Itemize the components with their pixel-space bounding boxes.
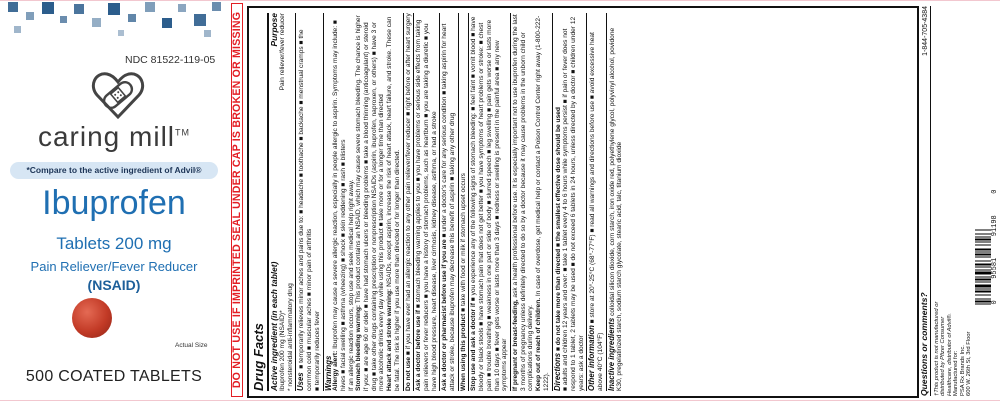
barcode-bar: [975, 275, 991, 277]
nsaid-footnote: * nonsteroidal anti-inflammatory drug: [286, 283, 294, 391]
barcode-bar: [975, 230, 991, 231]
barcode-bar: [975, 237, 991, 238]
barcode-bar: [975, 268, 991, 270]
pregnancy-section: If pregnant or breast-feeding, ask a health professional before use. It is especially important not to use ibuprofen during the last 3 months of pregnancy unless definitely directed to do so by a doctor because it may cause problems in the unborn child or complications during delivery. Keep out of reach of children. In case of overdose, get medical help or contact a Poison Control Center right away (1-800-222-1222).: [511, 14, 550, 391]
barcode-bar: [975, 295, 991, 296]
product-strength: Tablets 200 mg: [56, 234, 172, 253]
barcode-bar: [975, 251, 991, 252]
barcode-bar: [975, 303, 991, 304]
barcode-bar: [975, 267, 991, 268]
product-class: (NSAID): [87, 277, 141, 293]
barcode-bar: [975, 300, 991, 301]
barcode-bar: [975, 256, 991, 257]
compare-banner: *Compare to the active ingredient of Advil®: [10, 162, 218, 179]
barcode-bar: [975, 271, 991, 272]
barcode-bar: [975, 277, 991, 278]
barcode-bar: [975, 288, 991, 289]
barcode-bar: [975, 257, 991, 258]
barcode-bar: [975, 289, 991, 290]
barcode-bar: [975, 252, 991, 253]
questions-box: [921, 6, 973, 396]
barcode-bar: [975, 290, 991, 291]
actual-size-caption: Actual Size: [175, 342, 208, 349]
barcode-bar: [975, 254, 991, 256]
barcode-bar: [975, 299, 991, 300]
barcode-bar: [975, 235, 991, 237]
seal-warning-strip: [230, 0, 244, 401]
stop-use-section: Stop use and ask a doctor if ■ you experience any of the following signs of stomach bleeding: ■ feel faint ■ vomit blood ■ have bloody or black stools ■ have stomach pain that does not get better ■ you have symptoms of heart problems or stroke: ■ chest pain ■ trouble breathing ■ weakness in one part or side of body ■ slurred speech ■ leg swelling ■ pain gets worse or lasts more than 10 days ■ fever gets worse or lasts more than 3 days ■ redness or swelling is present in the painful area ■ any new symptoms appear: [468, 13, 509, 391]
barcode-bar: [975, 282, 991, 283]
barcode-bar: [975, 261, 991, 262]
barcode-bar: [975, 231, 991, 234]
barcode-bar: [975, 239, 991, 241]
barcode-bar: [975, 301, 991, 303]
ndc-number: NDC 81522-119-05: [125, 54, 216, 66]
barcode-bar: [975, 253, 991, 254]
barcode-bar: [975, 278, 991, 279]
barcode-bar: [975, 258, 991, 261]
barcode-bar: [975, 304, 991, 305]
drug-facts-panel: [247, 6, 919, 398]
barcode-bar: [975, 281, 991, 282]
barcode-bar: [975, 246, 991, 249]
barcode-bar: [975, 270, 991, 271]
barcode-bars: [975, 190, 991, 305]
barcode-bar: [975, 241, 991, 242]
barcode-bar: [975, 293, 991, 295]
questions-phone: 1-844-705-4384: [922, 6, 929, 56]
directions-section: Directions ■ do not take more than directed ■ the smallest effective dose should be used ■ adults and children 12 years and over: ■ take 1 tablet every 4 to 6 hours while symptoms persist ■ if pain or fever does not respond to 1 tablet, 2 tablets may be used ■ do not exceed 6 tablets in 24 hours, unless directed by a doctor ■ children under 12 years: ask a doctor: [552, 13, 586, 391]
front-panel: [0, 0, 228, 401]
barcode-bar: [975, 285, 991, 288]
barcode-bar: [975, 272, 991, 275]
ask-doctor-section: Ask a doctor before use if ■ stomach bleeding warning applies to you ■ you have problems or serious side effects from taking pain relievers or fever reducers ■ you have a history of stomach problems, such as heartburn ■ you are taking a diuretic ■ you have high blood pressure, heart disease, liver cirrhosis, kidney disease, asthma, or had a stroke: [413, 13, 438, 391]
barcode-bar: [975, 279, 991, 281]
other-information-section: Other information ■ store at 20°-25°C (68°-77°F) ■ read all warnings and directions before use ■ avoid excessive heat above 40°C (104°F): [586, 13, 604, 391]
tablet-image: [72, 298, 112, 338]
ask-pharmacist-section: Ask a doctor or pharmacist before use if you are ■ under a doctor's care for any serious condition ■ taking aspirin for heart attack or stroke, because ibuprofen may decrease this benefit of aspirin ■ taking any other drug: [439, 13, 456, 391]
active-ingredient-header: Active ingredient (in each tablet) Purpose: [269, 13, 279, 391]
drug-facts-title: Drug Facts: [252, 13, 269, 391]
active-ingredient-row: Ibuprofen 200 mg (NSAID)* Pain reliever/fever reducer: [279, 13, 286, 391]
barcode-bar: [975, 249, 991, 251]
barcode-bar: [975, 229, 991, 230]
barcode-bar: [975, 283, 991, 285]
questions-row: [921, 6, 931, 396]
product-name: Ibuprofen: [42, 184, 186, 222]
barcode-bar: [975, 296, 991, 299]
barcode-bar: [975, 266, 991, 267]
distributor-info: †This product is not manufactured or distributed by Pfizer Consumer Healthcare, distributor of Advil®. Manufactured for: PSA Rx Brands Inc. 600 W. 26th St, 3rd Floor: [934, 301, 973, 396]
barcode-bar: [975, 242, 991, 243]
barcode-bar: [975, 243, 991, 245]
warnings-section: Warnings Allergy alert: Ibuprofen may cause a severe allergic reaction, especially in people allergic to aspirin. Symptoms may include: ■ hives ■ facial swelling ■ asthma (wheezing) ■ shock ■ skin reddening ■ rash ■ blisters If an allergic reaction occurs, stop use and seek medical help right away. Stomach bleeding warning: This product contains an NSAID, which may cause severe stomach bleeding. The chance is higher if you: ■ are age 60 or older ■ have had stomach ulcers or bleeding problems ■ take a blood thinning (anticoagulant) or steroid drug ■ take other drugs containing prescription or nonprescription NSAIDs (aspirin, ibuprofen, naproxen, or others) ■ have 3 or more alcoholic drinks every day while using this product ■ take more or for a longer time than directed Heart attack and stroke warning: NSAIDs, except aspirin, increase the risk of heart attack, heart failure, and stroke. These can be fatal. The risk is higher if you use more than directed or for longer than directed.: [323, 13, 402, 391]
barcode-bar: [975, 245, 991, 246]
barcode-box: [975, 190, 999, 305]
heart-bandage-logo-icon: [91, 68, 145, 122]
brand-name: caring mill™: [37, 121, 191, 152]
inactive-ingredients-section: Inactive ingredients colloidal silicon dioxide, corn starch, iron oxide red, polyethylene glycol, polyvinyl alcohol, povidone K30, pregelatinized starch, sodium starch glycolate, stearic acid, talc, titanium dioxide: [606, 13, 624, 391]
barcode-bar: [975, 264, 991, 266]
barcode: [975, 190, 999, 305]
barcode-bar: [975, 238, 991, 239]
drug-facts-box: [247, 6, 919, 398]
barcode-bar: [975, 291, 991, 293]
barcode-bar: [975, 262, 991, 264]
barcode-bar: [975, 234, 991, 235]
product-use: Pain Reliever/Fever Reducer: [30, 259, 198, 274]
uses-section: Uses ■ temporarily relieves minor aches and pains due to: ■ headache ■ toothache ■ backache ■ menstrual cramps ■ the common cold ■ muscular aches ■ minor pain of arthritis ■ temporarily reduces fever: [295, 13, 321, 391]
when-using-section: When using this product ■ take with food or milk if stomach upset occurs: [458, 13, 468, 391]
tablet-count: 500 COATED TABLETS: [25, 368, 203, 385]
seal-warning-text: DO NOT USE IF IMPRINTED SEAL UNDER CAP IS BROKEN OR MISSING: [231, 11, 243, 389]
questions-label: Questions or comments?: [919, 292, 929, 396]
questions-panel: [921, 6, 973, 396]
do-not-use-section: Do not use ■ if you have ever had an allergic reaction to any other pain reliever/fever reducer ■ right before or after heart surgery: [404, 13, 412, 391]
barcode-digits: 0 95581 91198 0: [991, 189, 999, 305]
